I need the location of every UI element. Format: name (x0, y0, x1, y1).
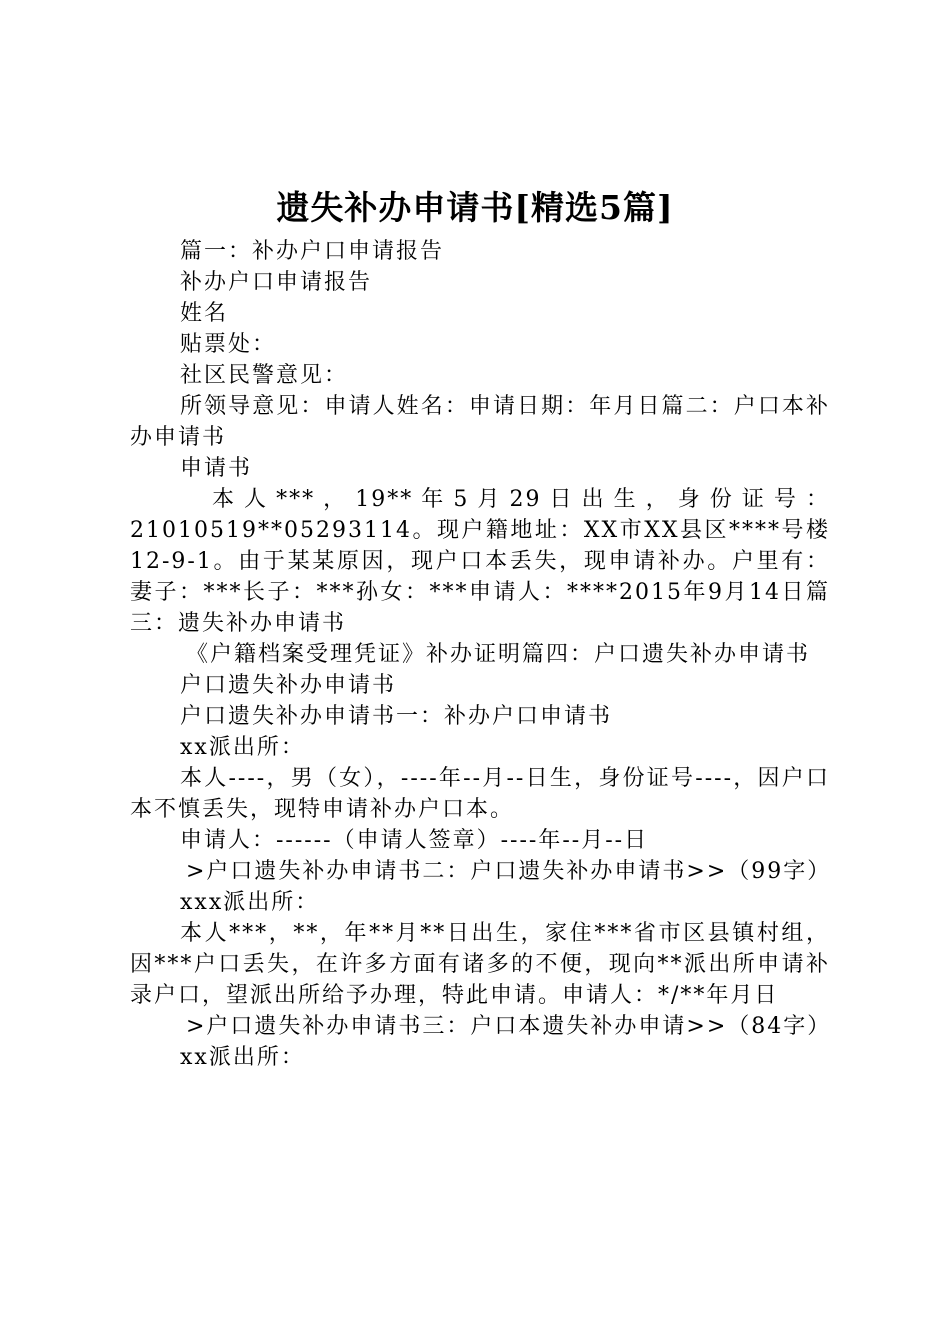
paragraph-link-two: >户口遗失补办申请书二：户口遗失补办申请书>>（99字） (186, 859, 832, 884)
paragraph-police-station-3: xx派出所： (180, 1045, 305, 1070)
paragraph-stamp-place: 贴票处： (180, 332, 277, 357)
paragraph-applicant-signature: 申请人：------（申请人签章）----年--月--日 (180, 828, 649, 853)
paragraph-section-four-heading: 《户籍档案受理凭证》补办证明篇四：户口遗失补办申请书 (186, 642, 811, 667)
paragraph-section-one-heading: 篇一：补办户口申请报告 (180, 239, 445, 264)
paragraph-name: 姓名 (180, 301, 229, 326)
document-body (130, 236, 830, 1073)
paragraph-report-title: 补办户口申请报告 (180, 270, 373, 295)
paragraph-application-body: 本人***，19**年5月29日出生，身份证号：21010519**05293114。现户籍地址：XX市XX县区****号楼12-9-1。由于某某原因，现户口本丢失，现申请补办。户里有：妻子：***长子：***孙女：***申请人：****2015年9月14日篇三：遗失补办申请书 (130, 487, 830, 636)
paragraph-statement-2: 本人***，**，年**月**日出生，家住***省市区县镇村组，因***户口丢失，在许多方面有诸多的不便，现向**派出所申请补录户口，望派出所给予办理，特此申请。申请人：*/**年月日 (130, 921, 830, 1008)
paragraph-statement-1: 本人----，男（女），----年--月--日生，身份证号----，因户口本不慎丢失，现特申请补办户口本。 (130, 766, 830, 822)
paragraph-lost-application-title: 户口遗失补办申请书 (180, 673, 397, 698)
paragraph-lost-application-one: 户口遗失补办申请书一：补办户口申请书 (180, 704, 613, 729)
paragraph-police-station-1: xx派出所： (180, 735, 305, 760)
paragraph-police-station-2: xxx派出所： (180, 890, 320, 915)
paragraph-leader-opinion: 所领导意见：申请人姓名：申请日期：年月日篇二：户口本补办申请书 (130, 394, 830, 450)
document-title: 遗失补办申请书[精选5篇] (276, 188, 674, 227)
paragraph-police-opinion: 社区民警意见： (180, 363, 349, 388)
paragraph-application-heading: 申请书 (180, 456, 253, 481)
paragraph-link-three: >户口遗失补办申请书三：户口本遗失补办申请>>（84字） (186, 1014, 832, 1039)
